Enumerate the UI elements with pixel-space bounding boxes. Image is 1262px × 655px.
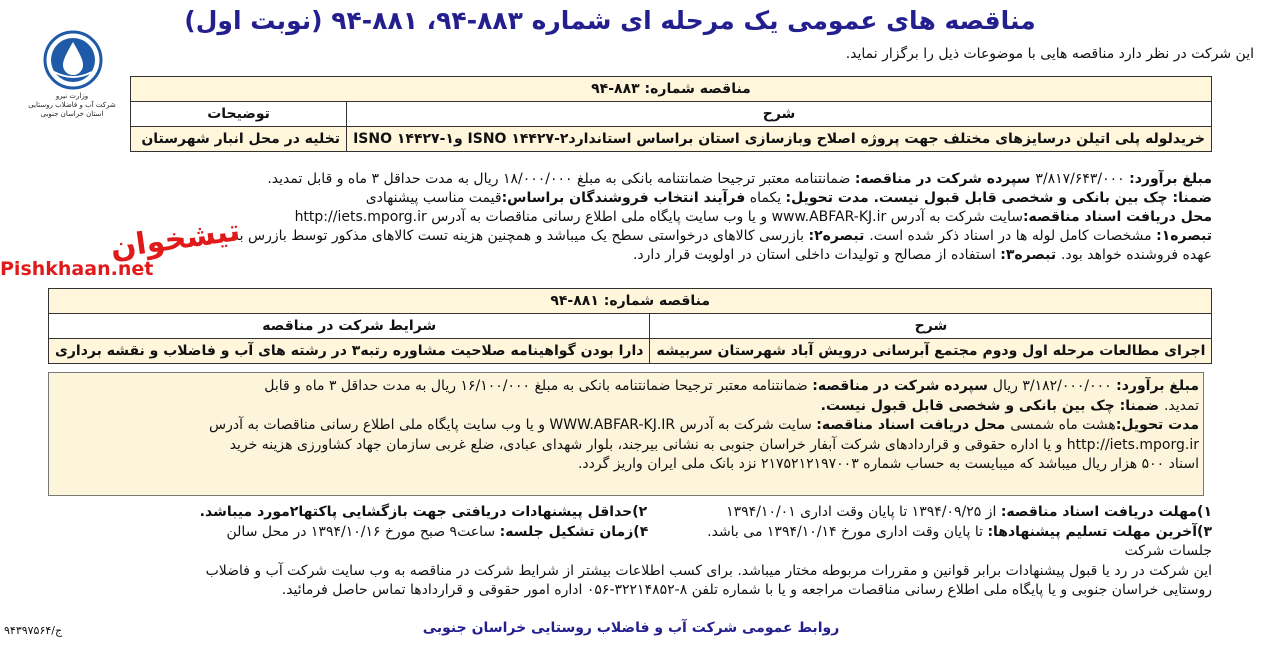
tender-883-number: مناقصه شماره: ۸۸۳-۹۴ <box>131 77 1212 102</box>
note-line: روستایی خراسان جنوبی و یا پایگاه ملی اطلاع رسانی مناقصات مراجعه و یا با شماره تلفن ۸-۳۲۲۱۴۸۵۲-۰۵۶ اداره امور حقوقی و قراردادها تماس حاصل فرمائید. <box>281 582 1212 598</box>
logo-caption-line: وزارت نیرو <box>55 92 89 100</box>
condition-line: جلسات شرکت <box>1124 543 1212 559</box>
logo-caption <box>22 92 122 119</box>
detail-line: اسناد ۵۰۰ هزار ریال میباشد که میبایست به حساب شماره ۲۱۷۵۲۱۲۱۹۷۰۰۳ نزد بانک ملی ایران واریز گردد. <box>577 456 1199 472</box>
detail-line: تمدید. ضمنا: چک بین بانکی و شخصی قابل قبول نیست. <box>820 397 1199 414</box>
detail-line: محل دریافت اسناد مناقصه:سایت شرکت به آدرس www.ABFAR-KJ.ir و یا وب سایت پایگاه ملی اطلاع رسانی مناقصات به آدرس http://iets.mporg.ir <box>294 209 1212 225</box>
tender-883-desc-header: شرح <box>347 102 1212 127</box>
tender-883-description: خریدلوله پلی اتیلن درسایزهای مختلف جهت پروژه اصلاح وبازسازی استان براساس استاندارد۲-۱۴۴۲۷ ISNO و۱-۱۴۴۲۷ ISNO <box>347 127 1212 152</box>
detail-line: مبلغ برآورد: ۳/۱۸۲/۰۰۰/۰۰۰ ریال سپرده شرکت در مناقصه: ضمانتنامه معتبر ترجیحا ضمانتنامه بانکی به مبلغ ۱۶/۱۰۰/۰۰۰ ریال به مدت حداقل ۳ ماه و قابل <box>264 378 1199 394</box>
tender-881-description: اجرای مطالعات مرحله اول ودوم مجتمع آبرسانی درویش آباد شهرستان سربیشه <box>650 339 1212 364</box>
watermark-name: تیشخوان <box>108 213 243 266</box>
public-relations-credit: روابط عمومی شرکت آب و فاضلاب روستایی خراسان جنوبی <box>422 620 840 636</box>
announcement-title: مناقصه های عمومی یک مرحله ای شماره ۸۸۳-۹۴، ۸۸۱-۹۴ (نوبت اول) <box>184 6 1036 35</box>
tender-881-details <box>48 372 1204 496</box>
general-conditions <box>2 503 1212 601</box>
detail-line: عهده فروشنده خواهد بود. تبصره۳: استفاده از مصالح و تولیدات داخلی استان در اولویت قرار دارد. <box>632 247 1212 263</box>
logo-caption-line: استان خراسان جنوبی <box>40 110 104 118</box>
tender-883-notes-header: توضیحات <box>131 102 347 127</box>
detail-line: ضمنا: چک بین بانکی و شخصی قابل قبول نیست. مدت تحویل: یکماه فرآیند انتخاب فروشندگان براساس:قیمت مناسب پیشنهادی <box>365 190 1212 206</box>
tender-881-number: مناقصه شماره: ۸۸۱-۹۴ <box>49 289 1212 314</box>
tender-881-desc-header: شرح <box>650 314 1212 339</box>
detail-line: http://iets.mporg.ir و یا اداره حقوقی و قراردادهای شرکت آبفار خراسان جنوبی به نشانی بیرجند، بلوار شهدای عبادی، ضلع غربی سازمان جهاد کشاورزی هزینه خرید <box>229 436 1199 453</box>
logo-caption-line: شرکت آب و فاضلاب روستایی <box>28 101 116 109</box>
condition-line: ۱)مهلت دریافت اسناد مناقصه: از ۱۳۹۴/۰۹/۲۵ تا پایان وقت اداری ۱۳۹۴/۱۰/۰۱ ۲)حداقل پیشنهادات دریافتی جهت بازگشایی پاکتها۲مورد میباشد. <box>199 504 1212 520</box>
detail-line: تبصره۱: مشخصات کامل لوله ها در اسناد ذکر شده است. تبصره۲: بازرسی کالاهای درخواستی سطح یک میباشد و همچنین هزینه تست کالاهای مذکور توسط بازرس به <box>232 228 1212 244</box>
condition-line: ۳)آخرین مهلت تسلیم پیشنهادها: تا پایان وقت اداری مورخ ۱۳۹۴/۱۰/۱۴ می باشد. ۴)زمان تشکیل جلسه: ساعت۹ صبح مورخ ۱۳۹۴/۱۰/۱۶ در محل سالن <box>226 523 1212 540</box>
ad-code: ۹۴۳۹۷۵۶۴/ج <box>4 624 63 637</box>
announcement-intro: این شرکت در نظر دارد مناقصه هایی با موضوعات ذیل را برگزار نماید. <box>845 46 1254 62</box>
detail-line: مدت تحویل:هشت ماه شمسی محل دریافت اسناد مناقصه: سایت شرکت به آدرس WWW.ABFAR-KJ.IR و یا وب سایت پایگاه ملی اطلاع رسانی مناقصات به آدرس <box>209 417 1199 433</box>
tender-881-table <box>48 288 1212 364</box>
note-line: این شرکت در رد یا قبول پیشنهادات برابر قوانین و مقررات مربوطه مختار میباشد. برای کسب اطلاعات بیشتر از شرایط شرکت در مناقصه به وب سایت شرکت آب و فاضلاب <box>205 562 1212 579</box>
tender-883-table <box>130 76 1212 152</box>
tender-881-conditions: دارا بودن گواهینامه صلاحیت مشاوره رتبه۳ در رشته های آب و فاضلاب و نقشه برداری <box>49 339 650 364</box>
watermark-site: Pishkhaan.net <box>0 258 154 280</box>
tender-883-notes: تخلیه در محل انبار شهرستان <box>131 127 347 152</box>
tender-881-cond-header: شرایط شرکت در مناقصه <box>49 314 650 339</box>
detail-line: مبلغ برآورد: ۳/۸۱۷/۶۴۳/۰۰۰ سپرده شرکت در مناقصه: ضمانتنامه معتبر ترجیحا ضمانتنامه بانکی به مبلغ ۱۸/۰۰۰/۰۰۰ ریال به مدت حداقل ۳ ماه و قابل تمدید. <box>267 171 1212 187</box>
